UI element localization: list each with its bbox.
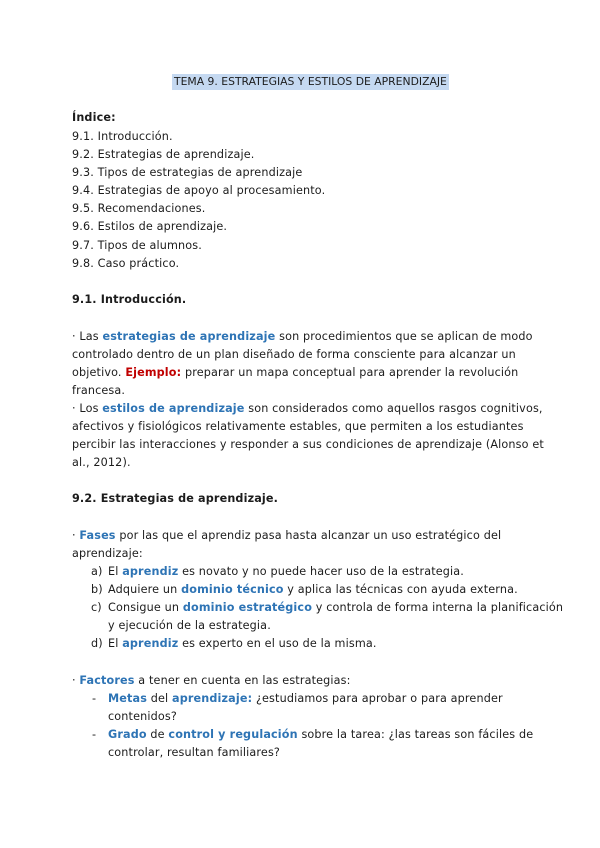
paragraph-styles-line-4: al., 2012). (72, 456, 131, 469)
dash-marker: - (92, 728, 97, 741)
text-span: El (108, 637, 123, 650)
text-span: de (146, 728, 169, 741)
term-dominio-tecnico: dominio técnico (181, 583, 284, 596)
index-item-7: 9.7. Tipos de alumnos. (72, 239, 202, 252)
term-ejemplo: Ejemplo: (125, 366, 182, 379)
list-marker-d: d) (91, 637, 103, 650)
factores-line (72, 673, 351, 689)
paragraph-strategies-line-1 (72, 329, 533, 345)
term-dominio-estrategico: dominio estratégico (182, 601, 313, 614)
text-span: preparar un mapa conceptual para aprender la revolución (181, 366, 519, 379)
term-aprendiz: aprendiz (122, 565, 179, 578)
document-title: TEMA 9. ESTRATEGIAS Y ESTILOS DE APRENDIZAJE (174, 75, 447, 88)
text-span: por las que el aprendiz pasa hasta alcanzar un uso estratégico del (115, 529, 502, 542)
text-span: objetivo. (72, 366, 126, 379)
text-span: Adquiere un (108, 583, 182, 596)
fase-item-c (108, 600, 563, 616)
fase-item-b (108, 582, 518, 598)
text-span: · Las (72, 330, 103, 343)
text-span: Consigue un (108, 601, 183, 614)
text-span: sobre la tarea: ¿las tareas son fáciles de (297, 728, 534, 741)
text-span: del (147, 692, 172, 705)
term-fases: Fases (79, 529, 116, 542)
index-item-4: 9.4. Estrategias de apoyo al procesamiento. (72, 184, 326, 197)
index-item-1: 9.1. Introducción. (72, 130, 173, 143)
index-item-3: 9.3. Tipos de estrategias de aprendizaje (72, 166, 303, 179)
text-span: ¿estudiamos para aprobar o para aprender (252, 692, 503, 705)
paragraph-strategies-line-2: controlado dentro de un plan diseñado de forma consciente para alcanzar un (72, 348, 516, 361)
term-estilos: estilos de aprendizaje (102, 402, 245, 415)
text-span: es experto en el uso de la misma. (178, 637, 377, 650)
text-span: · Los (72, 402, 103, 415)
paragraph-strategies-line-4: francesa. (72, 384, 126, 397)
index-item-8: 9.8. Caso práctico. (72, 257, 180, 270)
term-factores: Factores (79, 674, 135, 687)
factor-item-grado (108, 727, 533, 743)
paragraph-styles-line-1 (72, 401, 543, 417)
paragraph-styles-line-2: afectivos y fisiológicos relativamente estables, que permiten a los estudiantes (72, 420, 524, 433)
paragraph-styles-line-3: percibir las interacciones y responder a sus condiciones de aprendizaje (Alonso et (72, 438, 544, 451)
term-metas: Metas (108, 692, 148, 705)
paragraph-strategies-line-3 (72, 365, 518, 381)
list-marker-b: b) (91, 583, 103, 596)
text-span: · (72, 529, 80, 542)
text-span: · (72, 674, 80, 687)
section-heading-strategies: 9.2. Estrategias de aprendizaje. (72, 492, 279, 505)
list-marker-a: a) (91, 565, 103, 578)
term-estrategias: estrategias de aprendizaje (102, 330, 276, 343)
term-aprendiz: aprendiz (122, 637, 179, 650)
term-aprendizaje: aprendizaje: (172, 692, 253, 705)
index-heading: Índice: (72, 111, 116, 124)
text-span: son procedimientos que se aplican de modo (275, 330, 533, 343)
list-marker-c: c) (91, 601, 102, 614)
index-item-5: 9.5. Recomendaciones. (72, 202, 206, 215)
text-span: y aplica las técnicas con ayuda externa. (283, 583, 518, 596)
dash-marker: - (92, 692, 97, 705)
factor-item-grado-line-2: controlar, resultan familiares? (108, 746, 281, 759)
term-control-regulacion: control y regulación (168, 728, 298, 741)
term-grado: Grado (108, 728, 147, 741)
section-heading-intro: 9.1. Introducción. (72, 293, 187, 306)
fases-line-2: aprendizaje: (72, 547, 143, 560)
fase-item-c-line-2: y ejecución de la estrategia. (108, 619, 271, 632)
index-item-6: 9.6. Estilos de aprendizaje. (72, 220, 228, 233)
fase-item-a (108, 564, 464, 580)
text-span: a tener en cuenta en las estrategias: (134, 674, 351, 687)
index-item-2: 9.2. Estrategias de aprendizaje. (72, 148, 255, 161)
fase-item-d (108, 636, 377, 652)
factor-item-metas-line-2: contenidos? (108, 710, 177, 723)
text-span: es novato y no puede hacer uso de la estrategia. (178, 565, 464, 578)
text-span: y controla de forma interna la planificación (312, 601, 564, 614)
fases-line-1 (72, 528, 501, 544)
text-span: El (108, 565, 123, 578)
factor-item-metas (108, 691, 503, 707)
text-span: son considerados como aquellos rasgos cognitivos, (244, 402, 543, 415)
